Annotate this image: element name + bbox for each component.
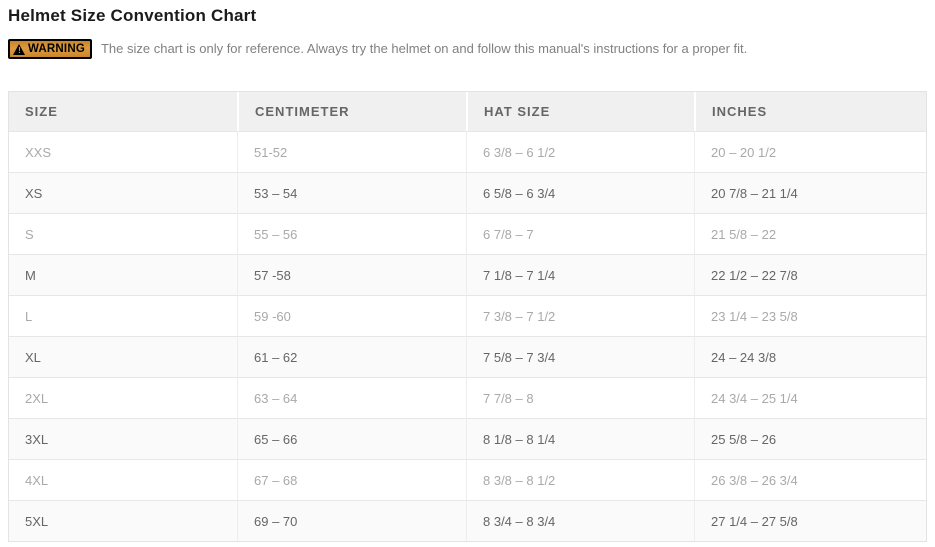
inches-cell: 22 1/2 – 22 7/8 bbox=[694, 254, 926, 295]
size-cell: S bbox=[9, 213, 237, 254]
hat-size-cell: 7 1/8 – 7 1/4 bbox=[466, 254, 694, 295]
centimeter-cell: 51-52 bbox=[237, 131, 466, 172]
page-title: Helmet Size Convention Chart bbox=[8, 6, 257, 25]
centimeter-cell: 57 -58 bbox=[237, 254, 466, 295]
size-cell: 5XL bbox=[9, 500, 237, 541]
warning-badge-label: WARNING bbox=[28, 43, 85, 55]
inches-cell: 24 3/4 – 25 1/4 bbox=[694, 377, 926, 418]
size-cell: L bbox=[9, 295, 237, 336]
warning-text: The size chart is only for reference. Always try the helmet on and follow this manual's instructions for a proper fit. bbox=[100, 41, 748, 56]
table-row-s bbox=[9, 213, 926, 254]
centimeter-cell: 61 – 62 bbox=[237, 336, 466, 377]
size-cell: 4XL bbox=[9, 459, 237, 500]
table-row-4xl bbox=[9, 459, 926, 500]
hat-size-cell: 8 3/4 – 8 3/4 bbox=[466, 500, 694, 541]
column-header-size: SIZE bbox=[9, 92, 237, 131]
size-cell: 2XL bbox=[9, 377, 237, 418]
hat-size-cell: 6 5/8 – 6 3/4 bbox=[466, 172, 694, 213]
centimeter-cell: 65 – 66 bbox=[237, 418, 466, 459]
centimeter-cell: 55 – 56 bbox=[237, 213, 466, 254]
inches-cell: 21 5/8 – 22 bbox=[694, 213, 926, 254]
table-row-xxs bbox=[9, 131, 926, 172]
hat-size-cell: 7 7/8 – 8 bbox=[466, 377, 694, 418]
size-cell: 3XL bbox=[9, 418, 237, 459]
warning-row bbox=[8, 39, 927, 59]
warning-triangle-icon bbox=[13, 43, 26, 55]
warning-exclamation-glyph: ! bbox=[18, 46, 21, 55]
table-row-5xl bbox=[9, 500, 926, 541]
table-row-l bbox=[9, 295, 926, 336]
inches-cell: 23 1/4 – 23 5/8 bbox=[694, 295, 926, 336]
table-row-3xl bbox=[9, 418, 926, 459]
hat-size-cell: 8 1/8 – 8 1/4 bbox=[466, 418, 694, 459]
size-cell: XXS bbox=[9, 131, 237, 172]
inches-cell: 20 7/8 – 21 1/4 bbox=[694, 172, 926, 213]
table-row-xl bbox=[9, 336, 926, 377]
hat-size-cell: 8 3/8 – 8 1/2 bbox=[466, 459, 694, 500]
column-header-inches: INCHES bbox=[694, 92, 926, 131]
size-cell: XL bbox=[9, 336, 237, 377]
warning-badge bbox=[8, 39, 92, 59]
centimeter-cell: 59 -60 bbox=[237, 295, 466, 336]
column-header-hat-size: HAT SIZE bbox=[466, 92, 694, 131]
hat-size-cell: 7 5/8 – 7 3/4 bbox=[466, 336, 694, 377]
inches-cell: 24 – 24 3/8 bbox=[694, 336, 926, 377]
size-conversion-table bbox=[8, 91, 927, 542]
table-row-2xl bbox=[9, 377, 926, 418]
centimeter-cell: 53 – 54 bbox=[237, 172, 466, 213]
column-header-centimeter: CENTIMETER bbox=[237, 92, 466, 131]
hat-size-cell: 6 3/8 – 6 1/2 bbox=[466, 131, 694, 172]
centimeter-cell: 67 – 68 bbox=[237, 459, 466, 500]
hat-size-cell: 7 3/8 – 7 1/2 bbox=[466, 295, 694, 336]
centimeter-cell: 63 – 64 bbox=[237, 377, 466, 418]
inches-cell: 27 1/4 – 27 5/8 bbox=[694, 500, 926, 541]
table-row-m bbox=[9, 254, 926, 295]
inches-cell: 25 5/8 – 26 bbox=[694, 418, 926, 459]
centimeter-cell: 69 – 70 bbox=[237, 500, 466, 541]
size-cell: M bbox=[9, 254, 237, 295]
size-cell: XS bbox=[9, 172, 237, 213]
table-header-row bbox=[9, 92, 926, 131]
inches-cell: 20 – 20 1/2 bbox=[694, 131, 926, 172]
inches-cell: 26 3/8 – 26 3/4 bbox=[694, 459, 926, 500]
table-row-xs bbox=[9, 172, 926, 213]
hat-size-cell: 6 7/8 – 7 bbox=[466, 213, 694, 254]
